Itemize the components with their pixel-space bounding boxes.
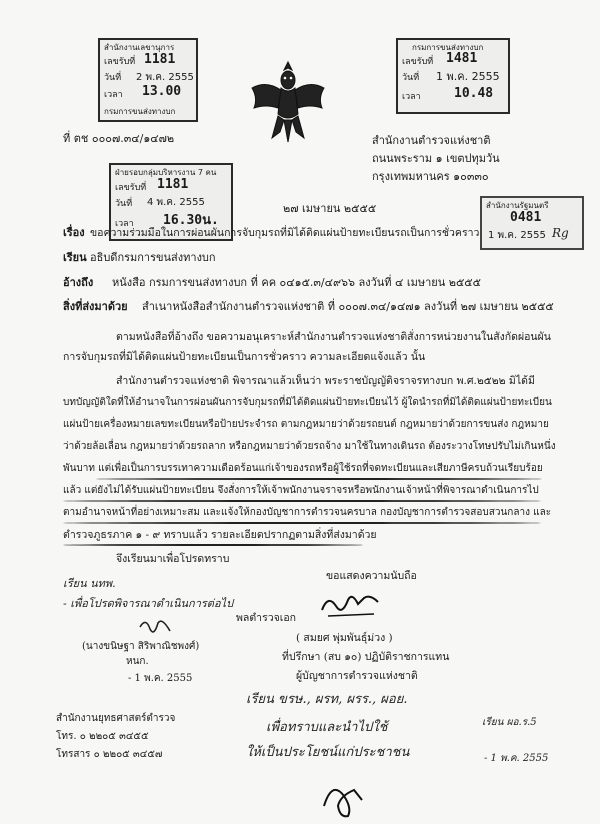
stamp-no-label: เลขรับที่ bbox=[402, 57, 434, 67]
handwritten-right-label: เรียน ผอ.ร.5 bbox=[482, 717, 537, 728]
stamp-receipt-no: 1181 bbox=[157, 177, 189, 192]
document-date: ๒๗ เมษายน ๒๕๕๕ bbox=[283, 202, 377, 215]
stamp-time: 10.48 bbox=[454, 86, 494, 101]
to-label: เรียน bbox=[63, 251, 87, 264]
body-p2-line-5: พันบาท แต่เพื่อเป็นการบรรเทาความเดือดร้อนแก่เจ้าของรถหรือผู้ใช้รถที่จดทะเบียนและเสียภาษีครบถ้วนเรียบร้อย bbox=[63, 463, 543, 474]
body-p2-line-8: ตำรวจภูธรภาค ๑ - ๙ ทราบแล้ว รายละเอียดปรากฏตามสิ่งที่ส่งมาด้วย bbox=[63, 529, 377, 541]
stamp-date: 2 พ.ค. 2555 bbox=[136, 72, 194, 83]
body-p2-line-3: แผ่นป้ายเครื่องหมายเลขทะเบียนหรือป้ายประจำรถ ตามกฎหมายว่าด้วยรถยนต์ กฎหมายว่าด้วยการขนส่ง กฎหมาย bbox=[63, 419, 549, 430]
body-p1-line-2: การจับกุมรถที่มิได้ติดแผ่นป้ายทะเบียนเป็นการชั่วคราว ความละเอียดแจ้งแล้ว นั้น bbox=[63, 351, 426, 363]
sender-line-1: สำนักงานตำรวจแห่งชาติ bbox=[372, 134, 491, 147]
document-number: ที่ ตช ๐๐๐๗.๓๔/๑๔๗๒ bbox=[63, 132, 175, 145]
stamp-time: 13.00 bbox=[142, 84, 182, 99]
stamp-time-label: เวลา bbox=[115, 219, 134, 229]
handwritten-right-date: - 1 พ.ค. 2555 bbox=[484, 753, 549, 764]
signer-signature-icon bbox=[318, 588, 382, 626]
stamp-time-label: เวลา bbox=[402, 92, 421, 102]
stamp-header: ฝ่ายรอบกลุ่มบริหารงาน 7 คน bbox=[115, 168, 217, 177]
stamp-no-label: เลขรับที่ bbox=[115, 183, 147, 193]
sender-line-2: ถนนพระราม ๑ เขตปทุมวัน bbox=[372, 152, 500, 165]
garuda-emblem-icon bbox=[248, 58, 328, 144]
note-signature-icon bbox=[138, 615, 172, 643]
receipt-stamp-department bbox=[396, 38, 510, 114]
closing-salutation: ขอแสดงความนับถือ bbox=[326, 570, 417, 582]
stamp-date-label: วันที่ bbox=[104, 73, 122, 83]
handwritten-directive-2: เพื่อทราบและนำไปใช้ bbox=[266, 720, 388, 735]
footer-fax: โทรสาร ๐ ๒๒๐๕ ๓๔๕๗ bbox=[56, 749, 163, 760]
stamp-date-label: วันที่ bbox=[402, 73, 420, 83]
note-date: - 1 พ.ค. 2555 bbox=[128, 673, 193, 684]
body-p2-line-6: แล้ว แต่ยังไม่ได้รับแผ่นป้ายทะเบียน จึงสั่งการให้เจ้าพนักงานจราจรหรือพนักงานเจ้าหน้าที่พิจารณาดำเนินการไป bbox=[63, 485, 539, 496]
note-action: - เพื่อโปรดพิจารณาดำเนินการต่อไป bbox=[63, 597, 234, 610]
enclosure-text: สำเนาหนังสือสำนักงานตำรวจแห่งชาติ ที่ ๐๐๐๗.๓๔/๑๔๗๑ ลงวันที่ ๒๗ เมษายน ๒๕๕๕ bbox=[142, 300, 554, 313]
stamp-no-label: เลขรับที่ bbox=[104, 57, 136, 67]
stamp-receipt-no: 1481 bbox=[446, 51, 478, 66]
stamp-date-label: วันที่ bbox=[115, 199, 133, 209]
stamp-receipt-no: 0481 bbox=[510, 210, 542, 225]
handwritten-directive-1: เรียน ขรษ., ผรท, ผรร., ผอย. bbox=[246, 692, 408, 707]
signer-name: ( สมยศ พุ่มพันธุ์ม่วง ) bbox=[296, 632, 393, 644]
footer-office: สำนักงานยุทธศาสตร์ตำรวจ bbox=[56, 713, 176, 724]
body-p2-line-4: ว่าด้วยล้อเลื่อน กฎหมายว่าด้วยรถลาก หรือกฎหมายว่าด้วยรถจ้าง มาใช้ในทางเดินรถ ต้องระวางโทษปรับไม่เกินหนึ่ง bbox=[63, 441, 556, 452]
stamp-header: กรมการขนส่งทางบก bbox=[412, 43, 484, 52]
stamp-header: สำนักงานรัฐมนตรี bbox=[486, 201, 549, 210]
closing-line: จึงเรียนมาเพื่อโปรดทราบ bbox=[116, 553, 230, 565]
note-position: หนก. bbox=[126, 656, 149, 667]
footer-phone: โทร. ๐ ๒๒๐๕ ๓๔๕๕ bbox=[56, 731, 149, 742]
enclosure-label: สิ่งที่ส่งมาด้วย bbox=[63, 300, 128, 313]
handwritten-underline bbox=[63, 522, 541, 524]
signer-title-1: ที่ปรึกษา (สบ ๑๐) ปฏิบัติราชการแทน bbox=[282, 651, 450, 663]
stamp-footer: กรมการขนส่งทางบก bbox=[104, 107, 176, 116]
handwritten-directive-3: ให้เป็นประโยชน์แก่ประชาชน bbox=[246, 745, 410, 760]
stamp-date: 1 พ.ค. 2555 bbox=[436, 70, 500, 83]
body-p2-line-7: ตามอำนาจหน้าที่อย่างเหมาะสม และแจ้งให้กองบัญชาการตำรวจนครบาล กองบัญชาการตำรวจสอบสวนกลาง และ bbox=[63, 507, 552, 518]
handwritten-underline bbox=[63, 544, 363, 546]
stamp-date: 4 พ.ค. 2555 bbox=[147, 197, 205, 208]
handwritten-underline bbox=[63, 500, 541, 502]
body-p1-line-1: ตามหนังสือที่อ้างถึง ขอความอนุเคราะห์สำนักงานตำรวจแห่งชาติสั่งการหน่วยงานในสังกัดผ่อนผัน bbox=[116, 331, 551, 343]
handwritten-underline bbox=[96, 478, 542, 480]
receipt-stamp-secretariat bbox=[98, 38, 198, 122]
signer-rank: พลตำรวจเอก bbox=[236, 612, 297, 624]
stamp-time: 16.30น. bbox=[163, 213, 219, 228]
body-p2-line-2: บทบัญญัติใดที่ให้อำนาจในการผ่อนผันการจับกุมรถที่มิได้ติดแผ่นป้ายทะเบียนไว้ ผู้ใดนำรถที่มิได้ติดแผ่นป้ายทะเบียน bbox=[63, 397, 552, 408]
handwritten-signature-icon bbox=[318, 776, 368, 824]
sender-line-3: กรุงเทพมหานคร ๑๐๓๓๐ bbox=[372, 170, 489, 183]
to-text: อธิบดีกรมการขนส่งทางบก bbox=[90, 251, 216, 264]
note-to: เรียน นทพ. bbox=[63, 577, 116, 590]
stamp-receipt-no: 1181 bbox=[144, 52, 176, 67]
note-name: (นางขนิษฐา สิริพาณิชพงศ์) bbox=[82, 641, 200, 652]
body-p2-line-1: สำนักงานตำรวจแห่งชาติ พิจารณาแล้วเห็นว่า พระราชบัญญัติจราจรทางบก พ.ศ.๒๕๒๒ มิได้มี bbox=[116, 375, 535, 387]
stamp-initials: Rg bbox=[552, 226, 569, 240]
ref-text: หนังสือ กรมการขนส่งทางบก ที่ คค ๐๔๑๕.๓/๔๙๖๖ ลงวันที่ ๔ เมษายน ๒๕๕๕ bbox=[112, 276, 481, 289]
ref-label: อ้างถึง bbox=[63, 276, 94, 289]
receipt-stamp-office bbox=[480, 196, 584, 250]
stamp-time-label: เวลา bbox=[104, 90, 123, 100]
signer-title-2: ผู้บัญชาการตำรวจแห่งชาติ bbox=[296, 670, 418, 682]
stamp-header: สำนักงานเลขานุการ bbox=[104, 43, 175, 52]
stamp-date: 1 พ.ค. 2555 bbox=[488, 230, 546, 241]
subject-label: เรื่อง bbox=[63, 226, 85, 239]
subject-text: ขอความร่วมมือในการผ่อนผันการจับกุมรถที่มิได้ติดแผ่นป้ายทะเบียนรถเป็นการชั่วคราว bbox=[90, 227, 480, 239]
